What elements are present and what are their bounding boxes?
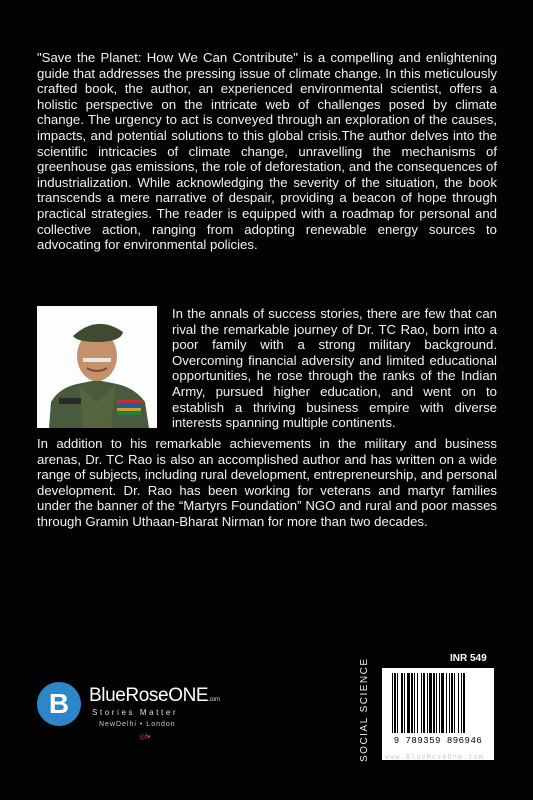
barcode-bar: [417, 673, 418, 733]
barcode-bar: [404, 673, 405, 733]
logo-letter: B: [48, 688, 70, 719]
publisher-tagline: Stories Matter: [92, 708, 179, 717]
barcode-bar: [463, 673, 465, 733]
barcode-bar: [461, 673, 462, 733]
barcode-bar: [436, 673, 437, 733]
author-portrait-icon: [37, 306, 157, 428]
bluerose-logo-icon: [37, 682, 81, 726]
barcode-bar: [429, 673, 432, 733]
barcode-bar: [441, 673, 444, 733]
barcode-icon: [392, 673, 484, 733]
social-icons: ◎f▾: [139, 734, 151, 741]
price-label: INR 549: [450, 653, 487, 664]
publisher-name-suffix: ONE: [168, 685, 209, 706]
publisher-cities: NewDelhi • London: [99, 721, 176, 728]
barcode-bar: [411, 673, 413, 733]
barcode-bar: [433, 673, 435, 733]
barcode-bar: [427, 673, 428, 733]
isbn-number: 9 789359 896946: [393, 736, 483, 746]
barcode-bar: [423, 673, 425, 733]
barcode-bar: [446, 673, 447, 733]
publisher-name: [89, 685, 220, 707]
barcode-bar: [449, 673, 450, 733]
barcode-bar: [401, 673, 403, 733]
barcode-bar: [458, 673, 459, 733]
barcode-bar: [439, 673, 440, 733]
barcode-bar: [394, 673, 396, 733]
author-photo: [37, 306, 157, 428]
category-label: SOCIAL SCIENCE: [359, 657, 370, 762]
barcode-bar: [414, 673, 415, 733]
book-description: "Save the Planet: How We Can Contribute" is a compelling and enlightening guide that addresses the pressing issue of climate change. In this meticulously crafted book, the author, an experienced environmental scientist, offers a holistic perspective on the intricate web of challenges posed by climate change. The urgency to act is conveyed through an exploration of the causes, impacts, and potential solutions to this global crisis.The author delves into the scientific intricacies of climate change, unravelling the mechanisms of greenhouse gas emissions, the role of deforestation, and the consequences of industrialization. While acknowledging the severity of the situation, the book transcends a mere narrative of despair, providing a beacon of hope through practical strategies. The reader is equipped with a roadmap for personal and collective action, ranging from adopting renewable energy sources to advocating for environmental policies.: [37, 50, 497, 253]
barcode-bar: [397, 673, 398, 733]
barcode-bar: [421, 673, 422, 733]
barcode-bar: [407, 673, 410, 733]
author-bio-continued: In addition to his remarkable achievements in the military and business arenas, Dr. TC Rao is also an accomplished author and has written on a wide range of subjects, including rural development, entrepreneurship, and personal development. Dr. Rao has been working for veterans and martyr families under the banner of the “Martyrs Foundation” NGO and rural and poor masses through Gramin Uthaan-Bharat Nirman for more than two decades.: [37, 436, 497, 529]
publisher-domain-suffix: .com: [208, 697, 220, 703]
publisher-logo: [37, 682, 237, 742]
barcode-bar: [392, 673, 393, 733]
author-bio-intro: In the annals of success stories, there are few that can rival the remarkable journey of Dr. TC Rao, born into a poor family with a strong military background. Overcoming financial adversity and limited educational opportunities, he rose through the ranks of the Indian Army, pursued higher education, and went on to establish a thriving business empire with diverse interests spanning multiple continents.: [172, 306, 497, 431]
barcode: [382, 668, 494, 760]
barcode-bar: [454, 673, 455, 733]
publisher-website: www.BlueRoseOne.com: [385, 753, 485, 761]
publisher-name-main: BlueRose: [89, 685, 169, 706]
barcode-bar: [451, 673, 453, 733]
